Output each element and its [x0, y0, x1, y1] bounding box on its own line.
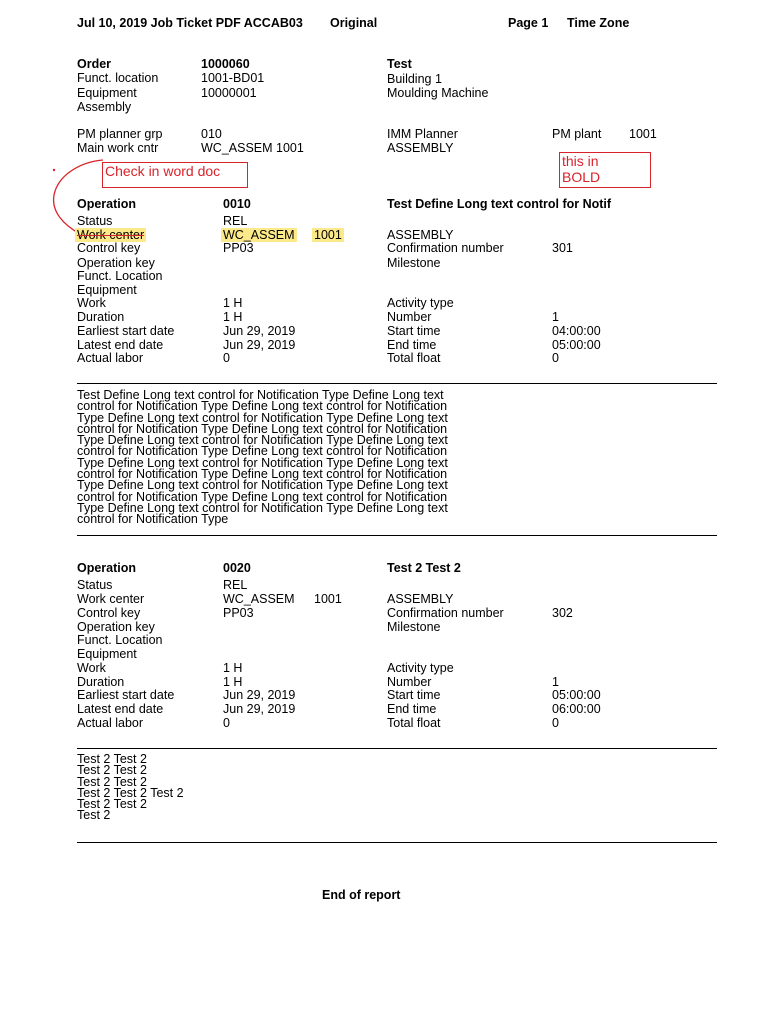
floc-value: 1001-BD01 — [201, 71, 265, 85]
op1-starttime: 04:00:00 — [552, 324, 601, 338]
op2-status-label: Status — [77, 578, 113, 592]
op2-earliest-label: Earliest start date — [77, 688, 175, 702]
annotation-bold-line2: BOLD — [562, 169, 601, 185]
op2-actual: 0 — [223, 716, 230, 730]
op2-earliest: Jun 29, 2019 — [223, 688, 296, 702]
op2-status: REL — [223, 578, 248, 592]
header-page: Page 1 — [508, 16, 549, 30]
op1-wc: WC_ASSEM — [223, 228, 295, 242]
annotation-check-text: Check in word doc — [105, 163, 221, 179]
op1-activity-label: Activity type — [387, 296, 454, 310]
op2-title: Test 2 Test 2 — [387, 561, 461, 575]
imm-label: IMM Planner — [387, 127, 458, 141]
op2-duration-label: Duration — [77, 675, 125, 689]
op1-work-label: Work — [77, 296, 106, 310]
planner-value: 010 — [201, 127, 222, 141]
op1-endtime: 05:00:00 — [552, 338, 601, 352]
op1-workcenter-label: Work center — [77, 228, 145, 242]
op1-controlkey-label: Control key — [77, 241, 141, 255]
op1-number-label: Number — [387, 310, 432, 324]
plant-label: PM plant — [552, 127, 602, 141]
op2-confirmation-label: Confirmation number — [387, 606, 504, 620]
op1-earliest: Jun 29, 2019 — [223, 324, 296, 338]
op1-number-value: 1 — [552, 310, 559, 324]
divider — [77, 748, 717, 749]
end-of-report: End of report — [322, 888, 401, 902]
op2-float-label: Total float — [387, 716, 441, 730]
op1-title: Test Define Long text control for Notif — [387, 197, 612, 211]
order-label: Order — [77, 57, 112, 71]
header-title: Jul 10, 2019 Job Ticket PDF ACCAB03 — [77, 16, 303, 30]
op1-latest: Jun 29, 2019 — [223, 338, 296, 352]
op1-operation-label: Operation — [77, 197, 137, 211]
op2-confirmation: 302 — [552, 606, 573, 620]
op1-actual: 0 — [223, 351, 230, 365]
equip-label: Equipment — [77, 86, 137, 100]
divider — [77, 535, 717, 536]
op1-actual-label: Actual labor — [77, 351, 144, 365]
op1-milestone-label: Milestone — [387, 256, 441, 270]
op1-controlkey: PP03 — [223, 241, 254, 255]
equip-value: 10000001 — [201, 86, 257, 100]
op2-number-label: Number — [387, 675, 432, 689]
op2-wc: WC_ASSEM — [223, 592, 295, 606]
op2-floc-label: Funct. Location — [77, 633, 163, 647]
order-value: 1000060 — [201, 57, 250, 71]
order-desc: Test — [387, 57, 412, 71]
floc-desc: Building 1 — [387, 72, 442, 86]
op2-activity-label: Activity type — [387, 661, 454, 675]
op2-latest: Jun 29, 2019 — [223, 702, 296, 716]
op2-float: 0 — [552, 716, 559, 730]
op2-milestone-label: Milestone — [387, 620, 441, 634]
op1-earliest-label: Earliest start date — [77, 324, 175, 338]
op1-opkey-label: Operation key — [77, 256, 155, 270]
annotation-bold-line1: this in — [562, 153, 599, 169]
op2-work-label: Work — [77, 661, 106, 675]
op1-status: REL — [223, 214, 248, 228]
op2-starttime-label: Start time — [387, 688, 441, 702]
op2-wc-desc: ASSEMBLY — [387, 592, 454, 606]
op2-starttime: 05:00:00 — [552, 688, 601, 702]
assembly-label: Assembly — [77, 100, 132, 114]
op2-opkey-label: Operation key — [77, 620, 155, 634]
op2-number: 0020 — [223, 561, 251, 575]
op1-float-label: Total float — [387, 351, 441, 365]
op2-controlkey-label: Control key — [77, 606, 141, 620]
op1-work: 1 H — [223, 296, 243, 310]
op2-work: 1 H — [223, 661, 243, 675]
op2-endtime: 06:00:00 — [552, 702, 601, 716]
op1-number: 0010 — [223, 197, 251, 211]
op1-float: 0 — [552, 351, 559, 365]
op2-duration: 1 H — [223, 675, 243, 689]
planner-label: PM planner grp — [77, 127, 163, 141]
equip-desc: Moulding Machine — [387, 86, 489, 100]
op1-wc-desc: ASSEMBLY — [387, 228, 454, 242]
op1-confirmation-label: Confirmation number — [387, 241, 504, 255]
op1-wc-plant: 1001 — [314, 228, 342, 242]
op2-operation-label: Operation — [77, 561, 137, 575]
op2-actual-label: Actual labor — [77, 716, 144, 730]
op1-status-label: Status — [77, 214, 113, 228]
op2-long-text: Test 2 Test 2 Test 2 Test 2 Test 2 Test 2 Test 2 Test 2 Test 2 Test 2 Test 2 Test 2 — [77, 752, 184, 823]
op2-number-value: 1 — [552, 675, 559, 689]
header-timezone: Time Zone — [567, 16, 630, 30]
mwc-label: Main work cntr — [77, 141, 159, 155]
mwc-value: WC_ASSEM 1001 — [201, 141, 304, 155]
floc-label: Funct. location — [77, 71, 159, 85]
mwc-desc: ASSEMBLY — [387, 141, 454, 155]
header-mode: Original — [330, 16, 378, 30]
annotation-check-note — [102, 162, 248, 188]
annotation-bold-note — [559, 152, 651, 188]
op1-long-text: Test Define Long text control for Notification Type Define Long text control for Notification Type Define Long text control for Notification Type Define Long text control for Notification Type Define Long text control for Notification Type Define Long text control for Notification Type Define Long text control for Notification Type Define Long text control for Notification Type Define Long text control for Notification Type Define Long text control for Notification Type Define Long text control for Notification Type Define Long text control for Notification Type Define Long text control for Notification Type Define Long text control for Notification Type Define Long text control for Notification Type Define Long text control for Notification Type Define Long text control for Notification Type — [77, 388, 448, 527]
divider — [77, 383, 717, 384]
op1-latest-label: Latest end date — [77, 338, 164, 352]
op1-endtime-label: End time — [387, 338, 437, 352]
op2-endtime-label: End time — [387, 702, 437, 716]
op2-equip-label: Equipment — [77, 647, 137, 661]
op2-wc-plant: 1001 — [314, 592, 342, 606]
op1-duration-label: Duration — [77, 310, 125, 324]
op1-floc-label: Funct. Location — [77, 269, 163, 283]
op2-controlkey: PP03 — [223, 606, 254, 620]
op1-duration: 1 H — [223, 310, 243, 324]
divider — [77, 842, 717, 843]
op1-confirmation: 301 — [552, 241, 573, 255]
op2-workcenter-label: Work center — [77, 592, 145, 606]
plant-value: 1001 — [629, 127, 657, 141]
op1-equip-label: Equipment — [77, 283, 137, 297]
op2-latest-label: Latest end date — [77, 702, 164, 716]
op1-starttime-label: Start time — [387, 324, 441, 338]
